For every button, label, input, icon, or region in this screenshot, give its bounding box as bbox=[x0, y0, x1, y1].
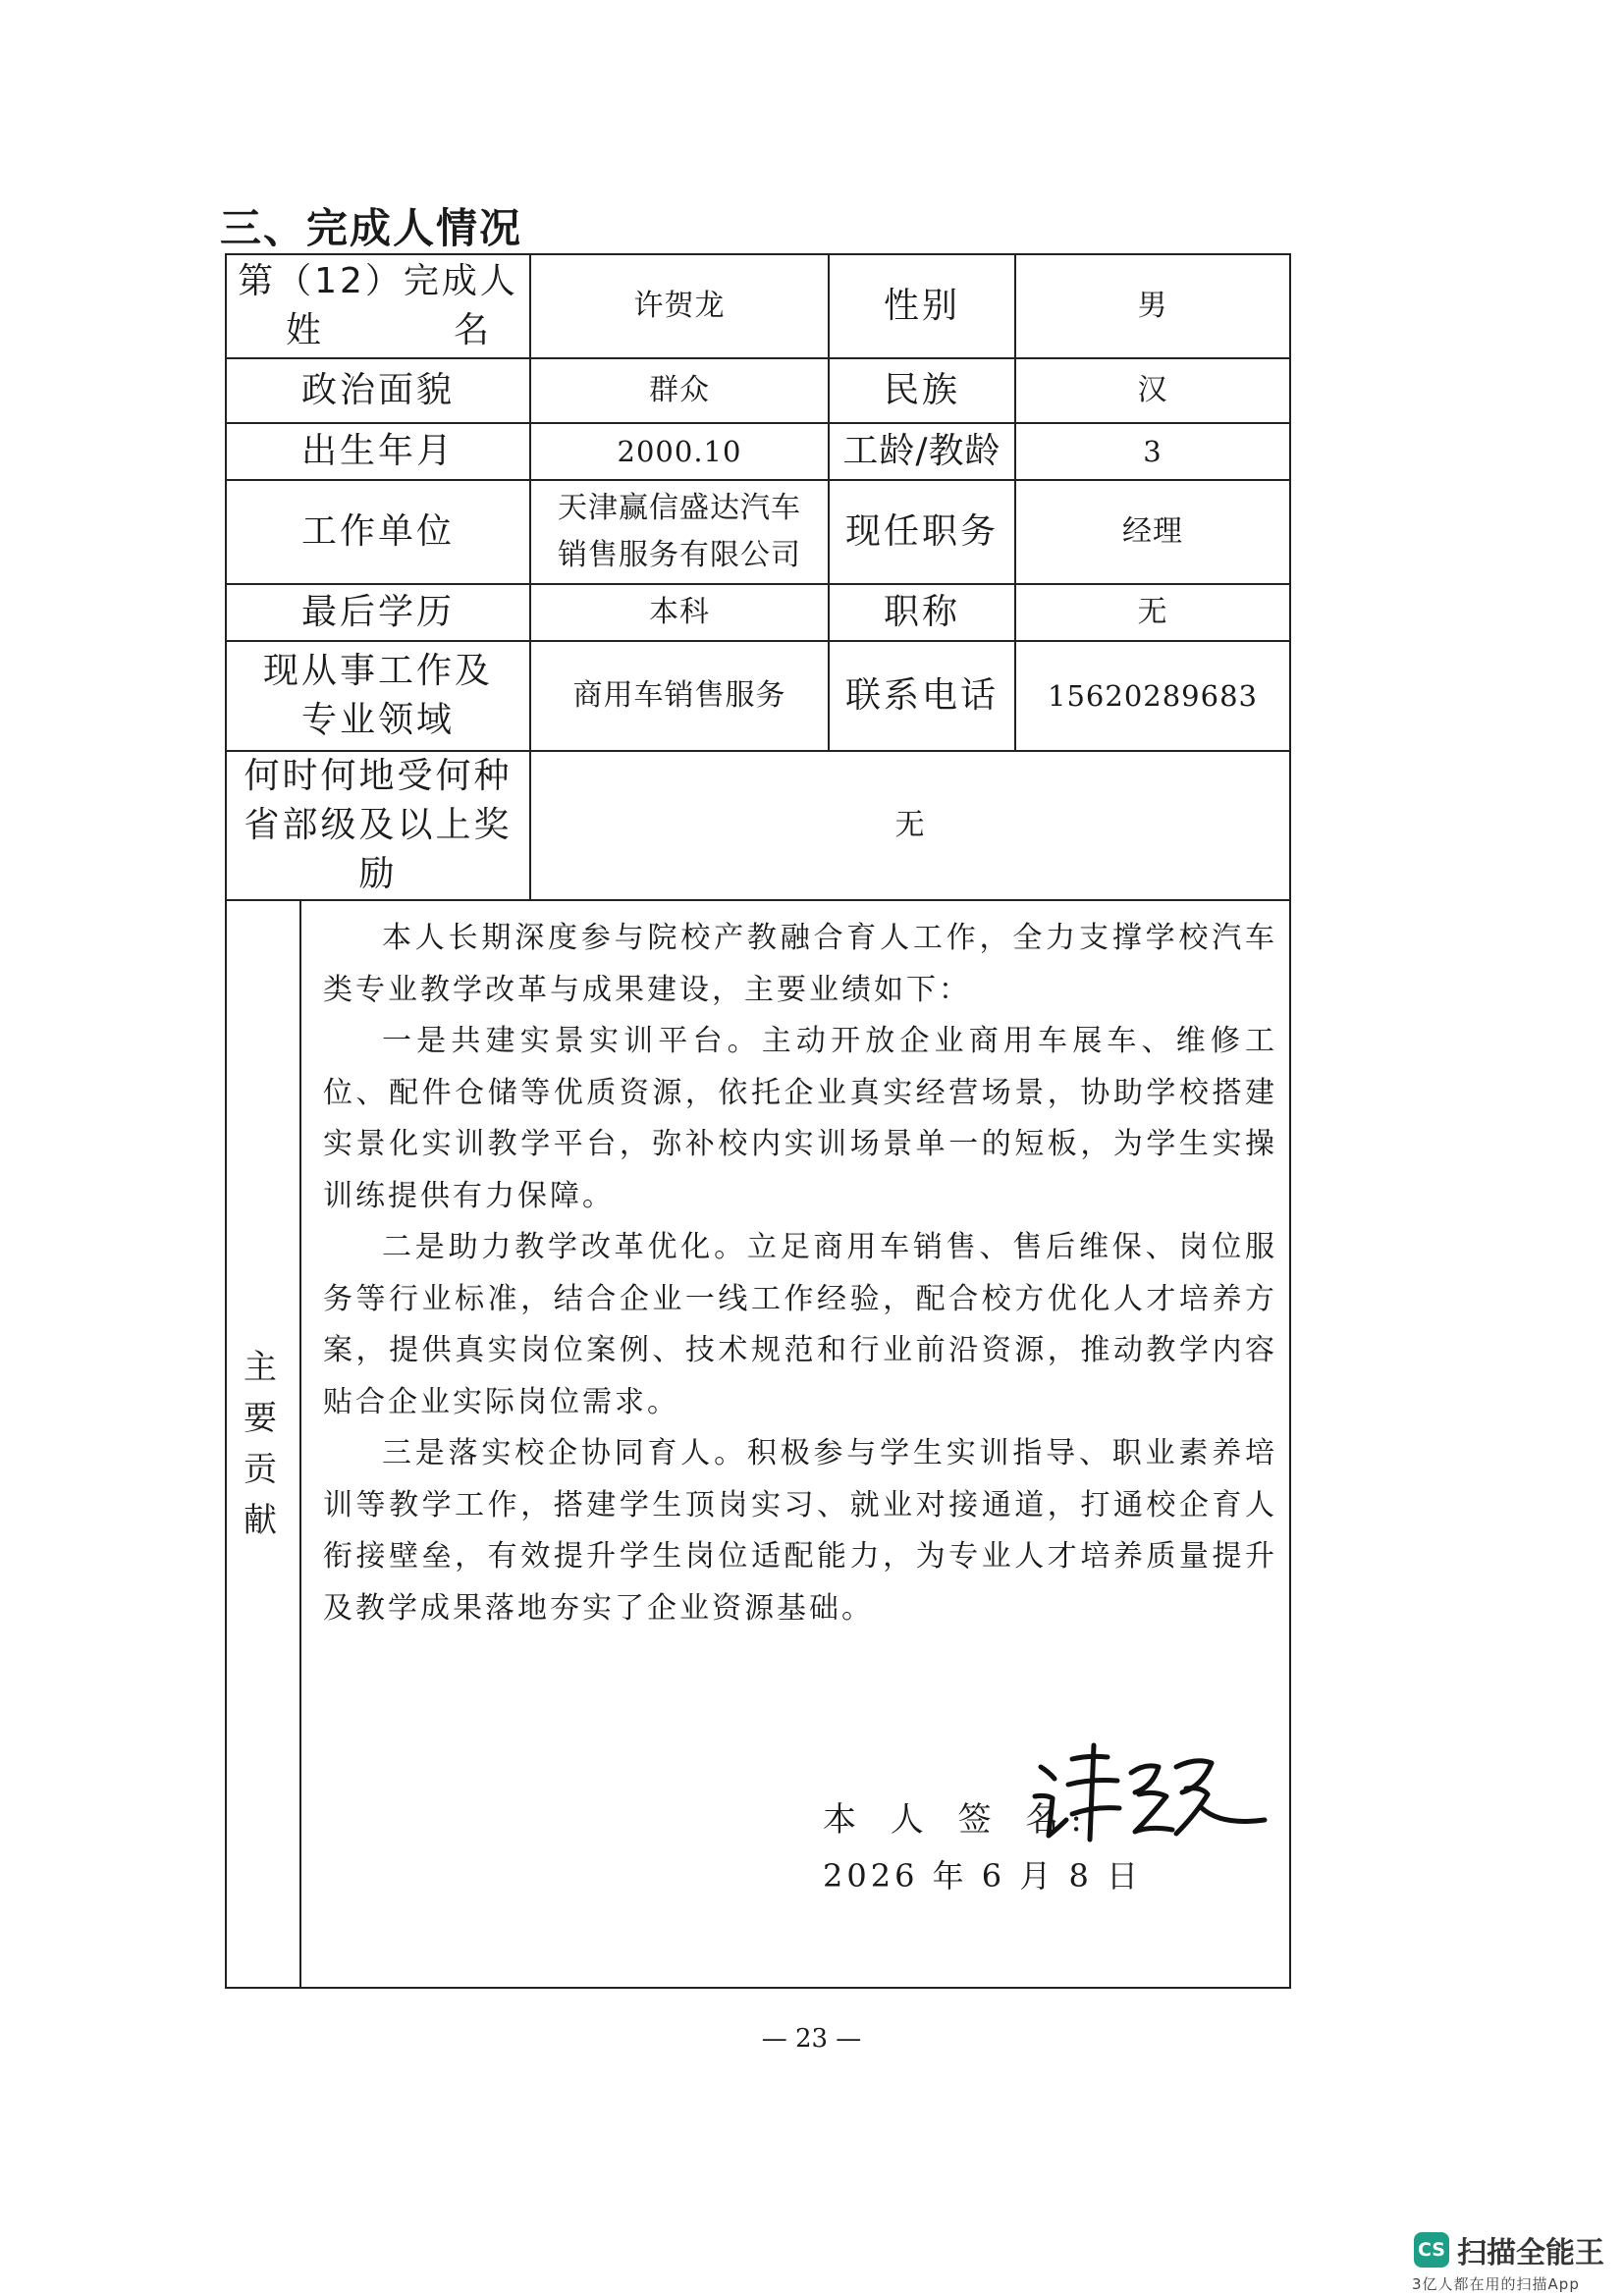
employer-line-2: 销售服务有限公司 bbox=[558, 538, 801, 572]
awards-label-line-2: 省部级及以上奖励 bbox=[243, 805, 513, 894]
gender-label: 性别 bbox=[829, 254, 1015, 358]
employer-value-cell bbox=[530, 480, 829, 584]
education-label: 最后学历 bbox=[226, 584, 530, 641]
scanner-watermark bbox=[1414, 2228, 1604, 2271]
contribution-label-char-2: 要 bbox=[243, 1399, 277, 1438]
political-status-label: 政治面貌 bbox=[226, 358, 530, 423]
name-value: 许贺龙 bbox=[530, 254, 829, 358]
phone-value: 15620289683 bbox=[1015, 641, 1290, 751]
completer-info-table bbox=[225, 253, 1291, 1989]
row-political-status bbox=[226, 358, 1290, 423]
awards-label-line-1: 何时何地受何种 bbox=[243, 756, 513, 796]
camscanner-icon: CS bbox=[1414, 2232, 1449, 2268]
row-education bbox=[226, 584, 1290, 641]
title-label: 职称 bbox=[829, 584, 1015, 641]
seniority-label: 工龄/教龄 bbox=[829, 423, 1015, 480]
name-label bbox=[227, 306, 529, 355]
birth-label: 出生年月 bbox=[226, 423, 530, 480]
contribution-label-char-1: 主 bbox=[243, 1348, 277, 1387]
contribution-label bbox=[243, 1342, 283, 1546]
birth-value: 2000.10 bbox=[530, 423, 829, 480]
row-employer bbox=[226, 480, 1290, 584]
contribution-paragraph-1: 一是共建实景实训平台。主动开放企业商用车展车、维修工位、配件仓储等优质资源，依托企业真实经营场景，协助学校搭建实景化实训教学平台，弥补校内实训场景单一的短板，为学生实操训练提供有力保障。 bbox=[323, 1024, 1277, 1213]
row-birth bbox=[226, 423, 1290, 480]
ethnicity-value: 汉 bbox=[1015, 358, 1290, 423]
scanner-app-name: 扫描全能王 bbox=[1457, 2236, 1604, 2270]
gender-value: 男 bbox=[1015, 254, 1290, 358]
field-label-line-1: 现从事工作及 bbox=[262, 651, 493, 691]
employer-label: 工作单位 bbox=[226, 480, 530, 584]
employer-line-1: 天津赢信盛达汽车 bbox=[558, 491, 801, 525]
row-name bbox=[226, 254, 1290, 358]
signature-label: 本 人 签 名: bbox=[823, 1800, 1094, 1840]
completer-number-label: 第（12）完成人 bbox=[238, 261, 518, 301]
seniority-value: 3 bbox=[1015, 423, 1290, 480]
scanner-slogan: 3亿人都在用的扫描App bbox=[1412, 2275, 1580, 2293]
name-label-cell bbox=[226, 254, 530, 358]
education-value: 本科 bbox=[530, 584, 829, 641]
contribution-label-char-3: 贡 bbox=[243, 1450, 277, 1489]
contribution-text bbox=[301, 901, 1289, 1634]
row-field bbox=[226, 641, 1290, 751]
name-label-char-2: 名 bbox=[453, 310, 492, 350]
awards-value: 无 bbox=[530, 751, 1290, 900]
contribution-label-char-4: 献 bbox=[243, 1501, 277, 1540]
position-label: 现任职务 bbox=[829, 480, 1015, 584]
field-label-line-2: 专业领域 bbox=[300, 700, 455, 740]
phone-label: 联系电话 bbox=[829, 641, 1015, 751]
row-awards bbox=[226, 751, 1290, 900]
section-title: 三、完成人情况 bbox=[220, 204, 523, 252]
contribution-paragraph-2: 二是助力教学改革优化。立足商用车销售、售后维保、岗位服务等行业标准，结合企业一线工作经验，配合校方优化人才培养方案，提供真实岗位案例、技术规范和行业前沿资源，推动教学内容贴合企业实际岗位需求。 bbox=[323, 1230, 1277, 1419]
contribution-paragraph-intro: 本人长期深度参与院校产教融合育人工作，全力支撑学校汽车类专业教学改革与成果建设，主要业绩如下： bbox=[323, 921, 1277, 1007]
field-label-cell bbox=[226, 641, 530, 751]
political-status-value: 群众 bbox=[530, 358, 829, 423]
awards-label-cell bbox=[226, 751, 530, 900]
contribution-label-column bbox=[227, 901, 301, 1987]
signature-date: 2026 年 6 月 8 日 bbox=[823, 1857, 1143, 1895]
title-value: 无 bbox=[1015, 584, 1290, 641]
field-value: 商用车销售服务 bbox=[530, 641, 829, 751]
page-number: — 23 — bbox=[761, 2024, 862, 2054]
contribution-paragraph-3: 三是落实校企协同育人。积极参与学生实训指导、职业素养培训等教学工作，搭建学生顶岗实习、就业对接通道，打通校企育人衔接壁垒，有效提升学生岗位适配能力，为专业人才培养质量提升及教学成果落地夯实了企业资源基础。 bbox=[323, 1436, 1277, 1626]
ethnicity-label: 民族 bbox=[829, 358, 1015, 423]
name-label-char-1: 姓 bbox=[286, 310, 325, 350]
position-value: 经理 bbox=[1015, 480, 1290, 584]
handwritten-signature bbox=[1029, 1737, 1274, 1855]
